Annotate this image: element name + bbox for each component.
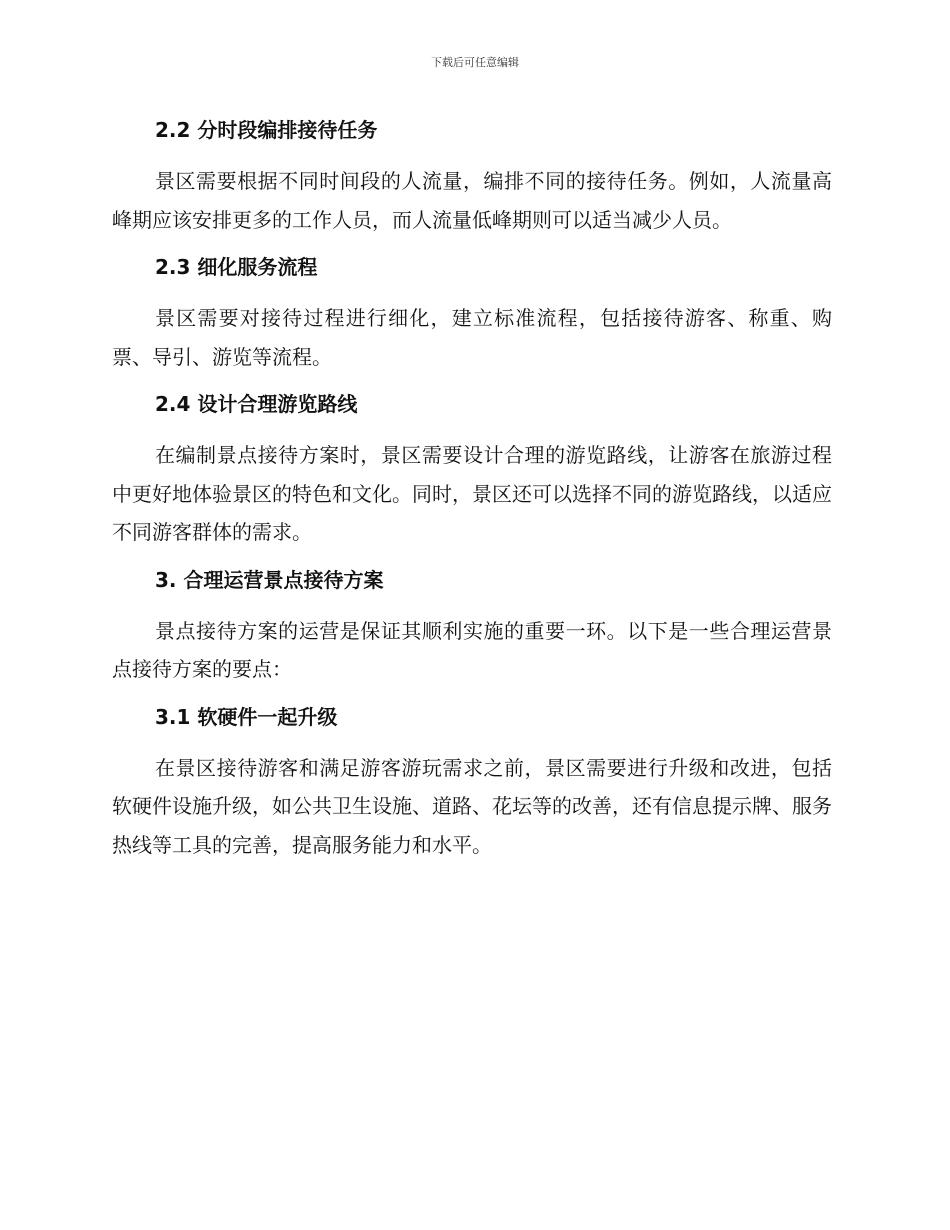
section-heading-2-2: 2.2 分时段编排接待任务 [155,118,378,142]
section-paragraph-3: 景点接待方案的运营是保证其顺利实施的重要一环。以下是一些合理运营景点接待方案的要点： [112,618,832,681]
section-paragraph-2-3: 景区需要对接待过程进行细化，建立标准流程，包括接待游客、称重、购票、导引、游览等流程。 [112,306,832,369]
section-heading-2-3: 2.3 细化服务流程 [155,255,318,279]
page-header: 下载后可任意编辑 [431,56,519,69]
section-heading-3-1: 3.1 软硬件一起升级 [155,704,338,729]
section-paragraph-3-1: 在景区接待游客和满足游客游玩需求之前，景区需要进行升级和改进，包括软硬件设施升级，如公共卫生设施、道路、花坛等的改善，还有信息提示牌、服务热线等工具的完善，提高服务能力和水平。 [112,755,832,857]
section-paragraph-2-2: 景区需要根据不同时间段的人流量，编排不同的接待任务。例如，人流量高峰期应该安排更多的工作人员，而人流量低峰期则可以适当减少人员。 [112,169,832,232]
section-heading-2-4: 2.4 设计合理游览路线 [155,392,358,416]
section-heading-3: 3. 合理运营景点接待方案 [155,567,384,592]
section-paragraph-2-4: 在编制景点接待方案时，景区需要设计合理的游览路线，让游客在旅游过程中更好地体验景区的特色和文化。同时，景区还可以选择不同的游览路线，以适应不同游客群体的需求。 [112,443,832,544]
document-body [112,110,832,872]
